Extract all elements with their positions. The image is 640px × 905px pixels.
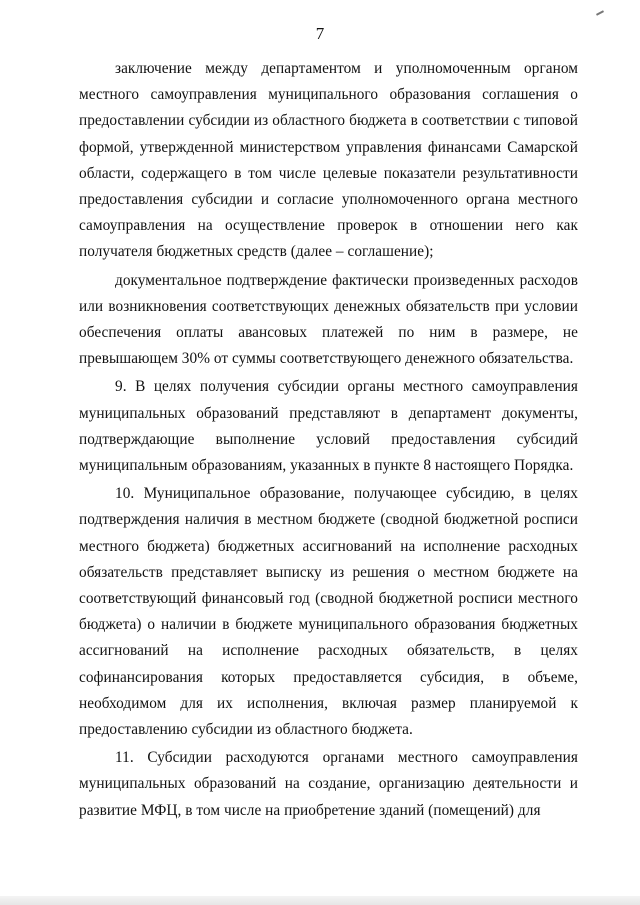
paragraph-documentation: документальное подтверждение фактически произведенных расходов или возникновения соответствующих денежных обязательств при условии обеспечения оплаты авансовых платежей по ним в размере, не превышающем 30% от суммы соответствующего денежного обязательства. (79, 271, 578, 368)
page-number: 7 (315, 24, 325, 43)
scan-mark (596, 10, 604, 16)
page-bottom-edge (0, 896, 640, 905)
paragraph-agreement: заключение между департаментом и уполномоченным органом местного самоуправления муниципального образования соглашения о предоставлении субсидии из областного бюджета в соответствии с типовой формой, утвержденной министерством управления финансами Самарской области, содержащего в том числе целевые показатели результативности предоставления субсидии и согласие уполномоченного органа местного самоуправления на осуществление проверок в отношении него как получателя бюджетных средств (далее – соглашение); (79, 60, 578, 261)
paragraph-item-11: 11. Субсидии расходуются органами местного самоуправления муниципальных образований на создание, организацию деятельности и развитие МФЦ, в том числе на приобретение зданий (помещений) для (79, 749, 578, 819)
document-body (79, 56, 578, 824)
paragraph-item-9: 9. В целях получения субсидии органы местного самоуправления муниципальных образований представляют в департамент документы, подтверждающие выполнение условий предоставления субсидий муниципальным образованиям, указанных в пункте 8 настоящего Порядка. (79, 378, 578, 475)
paragraph-item-10: 10. Муниципальное образование, получающее субсидию, в целях подтверждения наличия в местном бюджете (сводной бюджетной росписи местного бюджета) бюджетных ассигнований на исполнение расходных обязательств представляет выписку из решения о местном бюджете на соответствующий финансовый год (сводной бюджетной росписи местного бюджета) о наличии в бюджете муниципального образования бюджетных ассигнований на исполнение расходных обязательств, в целях софинансирования которых предоставляется субсидия, в объеме, необходимом для их исполнения, включая размер планируемой к предоставлению субсидии из областного бюджета. (79, 485, 578, 739)
